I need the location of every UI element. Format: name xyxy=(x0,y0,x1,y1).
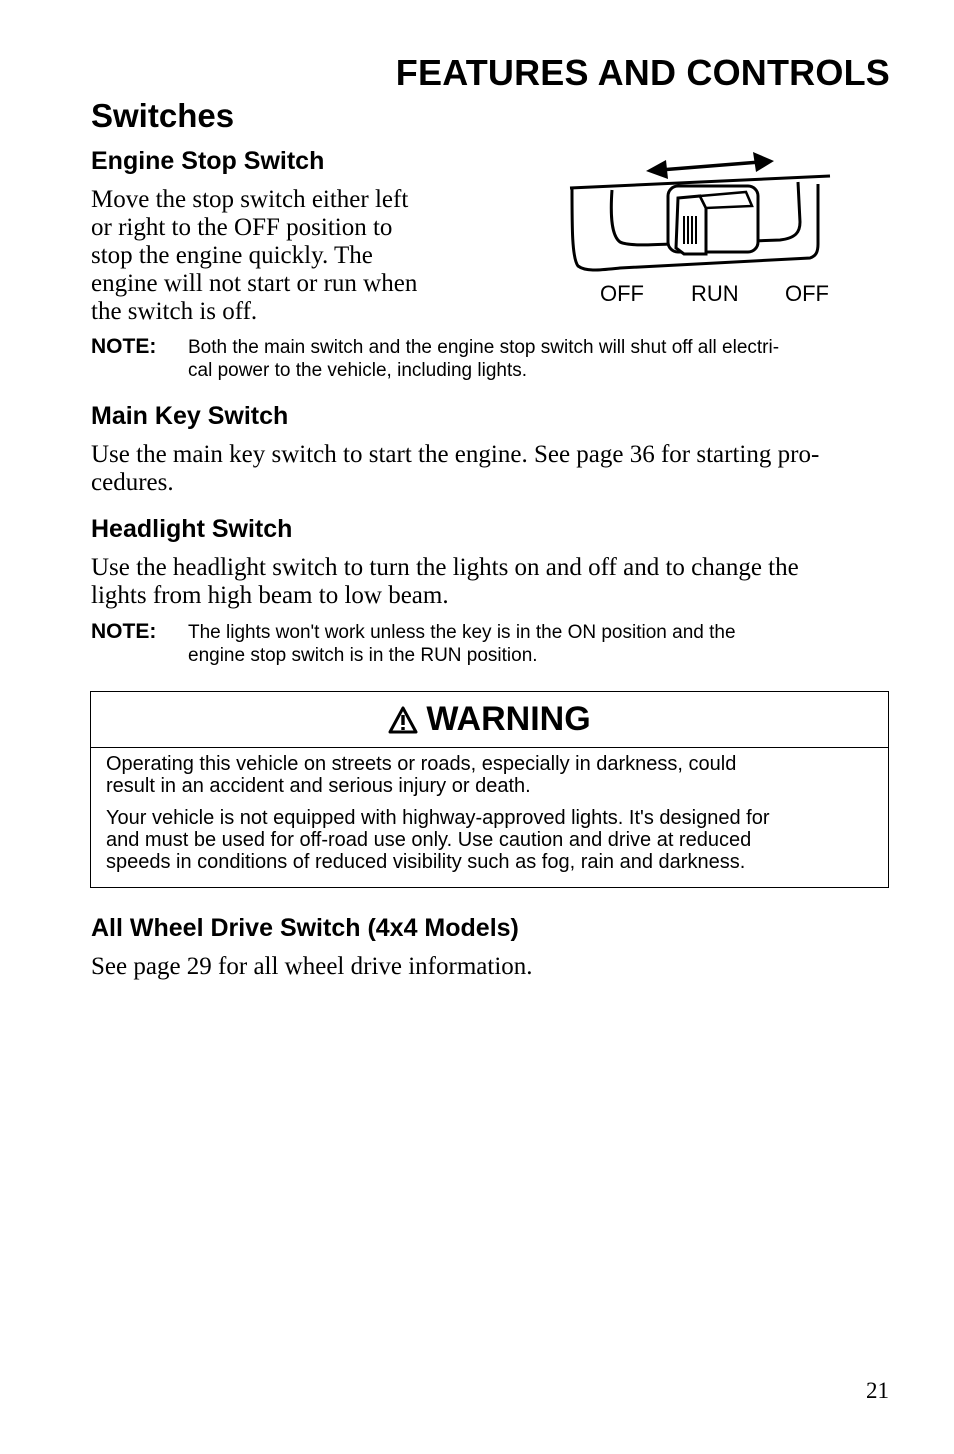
note-text xyxy=(188,621,898,667)
headlight-text xyxy=(91,554,891,610)
text-line: See page 29 for all wheel drive information. xyxy=(91,953,533,980)
warning-line: and must be used for off-road use only. Use caution and drive at reduced xyxy=(106,829,752,851)
label-off-right: OFF xyxy=(785,281,829,306)
awd-heading: All Wheel Drive Switch (4x4 Models) xyxy=(91,914,519,942)
warning-line: Operating this vehicle on streets or roads, especially in darkness, could xyxy=(106,753,737,775)
warning-line: Your vehicle is not equipped with highway-approved lights. It's designed for xyxy=(106,807,770,829)
label-off-left: OFF xyxy=(600,281,644,306)
headlight-heading: Headlight Switch xyxy=(91,515,293,543)
note-text xyxy=(188,336,898,382)
warning-triangle-icon xyxy=(388,706,418,734)
note-label: NOTE: xyxy=(91,335,157,358)
warning-line: speeds in conditions of reduced visibility such as fog, rain and darkness. xyxy=(106,851,746,873)
note-engine-stop xyxy=(91,335,911,385)
text-line: engine will not start or run when xyxy=(91,270,418,297)
warning-paragraph xyxy=(106,807,874,873)
engine-stop-switch-illustration xyxy=(560,148,850,310)
note-headlight xyxy=(91,620,911,670)
engine-stop-heading: Engine Stop Switch xyxy=(91,147,325,175)
text-line: cedures. xyxy=(91,469,174,496)
text-line: or right to the OFF position to xyxy=(91,214,393,241)
section-title: Switches xyxy=(91,97,235,134)
note-line: The lights won't work unless the key is in the ON position and the xyxy=(188,622,736,643)
warning-header xyxy=(91,692,888,748)
warning-body xyxy=(91,748,888,873)
awd-text xyxy=(91,953,891,981)
text-line: lights from high beam to low beam. xyxy=(91,582,449,609)
warning-paragraph xyxy=(106,753,874,797)
note-label: NOTE: xyxy=(91,620,157,643)
text-line: the switch is off. xyxy=(91,298,258,325)
note-line: engine stop switch is in the RUN position. xyxy=(188,645,538,666)
warning-box xyxy=(90,691,889,888)
main-key-text xyxy=(91,441,891,497)
note-line: cal power to the vehicle, including lights. xyxy=(188,360,528,381)
text-line: Use the headlight switch to turn the lights on and off and to change the xyxy=(91,554,799,581)
text-line: Use the main key switch to start the engine. See page 36 for starting pro- xyxy=(91,441,820,468)
note-line: Both the main switch and the engine stop switch will shut off all electri- xyxy=(188,337,780,358)
chapter-title: FEATURES AND CONTROLS xyxy=(395,52,890,93)
switch-diagram-svg xyxy=(560,148,850,310)
page-number: 21 xyxy=(866,1378,889,1403)
warning-line: result in an accident and serious injury or death. xyxy=(106,775,531,797)
engine-stop-text xyxy=(91,186,471,326)
text-line: Move the stop switch either left xyxy=(91,186,409,213)
label-run: RUN xyxy=(691,281,739,306)
switch-rocker xyxy=(668,186,758,254)
text-line: stop the engine quickly. The xyxy=(91,242,373,269)
main-key-heading: Main Key Switch xyxy=(91,402,289,430)
double-arrow-icon xyxy=(646,152,774,179)
warning-title: WARNING xyxy=(426,700,591,738)
